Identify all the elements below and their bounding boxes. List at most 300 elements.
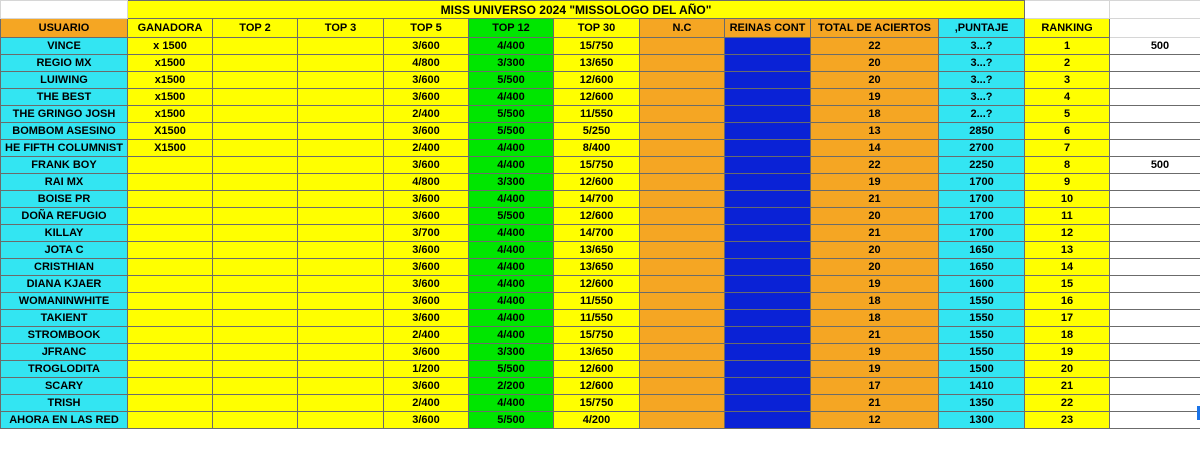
cell-top3[interactable] [298,123,384,140]
cell-ganadora[interactable] [128,310,213,327]
cell-top2[interactable] [213,123,298,140]
cell-top2[interactable] [213,174,298,191]
cell-top12[interactable]: 5/500 [469,106,554,123]
cell-extra[interactable] [1110,242,1200,259]
cell-reinas-cont[interactable] [725,208,811,225]
cell-top3[interactable] [298,361,384,378]
cell-reinas-cont[interactable] [725,72,811,89]
cell-ranking[interactable]: 2 [1025,55,1110,72]
cell-top12[interactable]: 5/500 [469,123,554,140]
cell-top2[interactable] [213,378,298,395]
cell-reinas-cont[interactable] [725,191,811,208]
cell-nc[interactable] [640,327,725,344]
cell-total-aciertos[interactable]: 21 [811,395,939,412]
cell-top30[interactable]: 14/700 [554,225,640,242]
cell-top5[interactable]: 3/600 [384,378,469,395]
cell-extra[interactable] [1110,344,1200,361]
cell-ganadora[interactable] [128,225,213,242]
cell-usuario[interactable]: HE FIFTH COLUMNIST [1,140,128,157]
cell-top3[interactable] [298,191,384,208]
cell-top30[interactable]: 11/550 [554,293,640,310]
cell-top3[interactable] [298,276,384,293]
cell-extra[interactable] [1110,174,1200,191]
cell-top30[interactable]: 14/700 [554,191,640,208]
cell-reinas-cont[interactable] [725,361,811,378]
cell-extra[interactable] [1110,327,1200,344]
cell-puntaje[interactable]: 1700 [939,191,1025,208]
cell-reinas-cont[interactable] [725,106,811,123]
cell-top3[interactable] [298,140,384,157]
cell-extra[interactable] [1110,55,1200,72]
cell-puntaje[interactable]: 3...? [939,55,1025,72]
cell-puntaje[interactable]: 1500 [939,361,1025,378]
cell-ranking[interactable]: 5 [1025,106,1110,123]
cell-total-aciertos[interactable]: 20 [811,55,939,72]
cell-usuario[interactable]: AHORA EN LAS RED [1,412,128,429]
cell-top30[interactable]: 12/600 [554,361,640,378]
header-top5[interactable]: TOP 5 [384,19,469,38]
cell-top5[interactable]: 3/600 [384,157,469,174]
cell-top5[interactable]: 3/600 [384,242,469,259]
cell-top5[interactable]: 3/600 [384,38,469,55]
cell-usuario[interactable]: TROGLODITA [1,361,128,378]
cell-top5[interactable]: 3/600 [384,259,469,276]
cell-top12[interactable]: 3/300 [469,55,554,72]
cell-top12[interactable]: 4/400 [469,89,554,106]
cell-reinas-cont[interactable] [725,174,811,191]
cell-total-aciertos[interactable]: 17 [811,378,939,395]
cell-ranking[interactable]: 7 [1025,140,1110,157]
cell-usuario[interactable]: THE BEST [1,89,128,106]
cell-top2[interactable] [213,157,298,174]
cell-top12[interactable]: 4/400 [469,327,554,344]
cell-top2[interactable] [213,276,298,293]
cell-top5[interactable]: 3/600 [384,412,469,429]
cell-ranking[interactable]: 15 [1025,276,1110,293]
cell-nc[interactable] [640,89,725,106]
cell-puntaje[interactable]: 1410 [939,378,1025,395]
cell-reinas-cont[interactable] [725,140,811,157]
cell-usuario[interactable]: VINCE [1,38,128,55]
cell-ganadora[interactable] [128,395,213,412]
cell-top3[interactable] [298,72,384,89]
cell-ranking[interactable]: 9 [1025,174,1110,191]
cell-nc[interactable] [640,412,725,429]
cell-extra[interactable] [1110,361,1200,378]
cell-top3[interactable] [298,327,384,344]
cell-nc[interactable] [640,208,725,225]
cell-top2[interactable] [213,242,298,259]
cell-total-aciertos[interactable]: 20 [811,208,939,225]
cell-usuario[interactable]: SCARY [1,378,128,395]
cell-ranking[interactable]: 4 [1025,89,1110,106]
cell-total-aciertos[interactable]: 20 [811,242,939,259]
cell-ganadora[interactable] [128,361,213,378]
header-nc[interactable]: N.C [640,19,725,38]
cell-top12[interactable]: 4/400 [469,157,554,174]
cell-nc[interactable] [640,378,725,395]
header-reinas-cont[interactable]: REINAS CONT [725,19,811,38]
cell-top5[interactable]: 3/600 [384,191,469,208]
cell-top12[interactable]: 3/300 [469,174,554,191]
cell-reinas-cont[interactable] [725,395,811,412]
cell-nc[interactable] [640,259,725,276]
cell-top3[interactable] [298,208,384,225]
cell-total-aciertos[interactable]: 13 [811,123,939,140]
cell-total-aciertos[interactable]: 21 [811,327,939,344]
cell-top30[interactable]: 15/750 [554,327,640,344]
cell-puntaje[interactable]: 1350 [939,395,1025,412]
cell-ranking[interactable]: 13 [1025,242,1110,259]
title-blank-cell[interactable] [1,1,128,19]
header-top30[interactable]: TOP 30 [554,19,640,38]
cell-ganadora[interactable] [128,276,213,293]
cell-total-aciertos[interactable]: 19 [811,276,939,293]
title-blank-cell[interactable] [1025,1,1110,19]
cell-extra[interactable] [1110,310,1200,327]
cell-top5[interactable]: 3/600 [384,89,469,106]
cell-top12[interactable]: 5/500 [469,72,554,89]
cell-reinas-cont[interactable] [725,259,811,276]
sheet-title[interactable]: MISS UNIVERSO 2024 "MISSOLOGO DEL AÑO" [128,1,1025,19]
cell-ganadora[interactable]: x1500 [128,72,213,89]
cell-top3[interactable] [298,412,384,429]
cell-ganadora[interactable]: x1500 [128,55,213,72]
cell-top3[interactable] [298,55,384,72]
cell-usuario[interactable]: KILLAY [1,225,128,242]
cell-puntaje[interactable]: 3...? [939,89,1025,106]
cell-top2[interactable] [213,72,298,89]
cell-ganadora[interactable]: x 1500 [128,38,213,55]
cell-nc[interactable] [640,225,725,242]
cell-top3[interactable] [298,38,384,55]
cell-top3[interactable] [298,395,384,412]
cell-top30[interactable]: 13/650 [554,242,640,259]
cell-usuario[interactable]: REGIO MX [1,55,128,72]
cell-puntaje[interactable]: 1550 [939,293,1025,310]
cell-top2[interactable] [213,395,298,412]
cell-top3[interactable] [298,174,384,191]
cell-top30[interactable]: 15/750 [554,38,640,55]
cell-ranking[interactable]: 21 [1025,378,1110,395]
cell-usuario[interactable]: CRISTHIAN [1,259,128,276]
cell-ranking[interactable]: 12 [1025,225,1110,242]
cell-top5[interactable]: 3/600 [384,293,469,310]
cell-extra[interactable]: 500 [1110,38,1200,55]
cell-reinas-cont[interactable] [725,378,811,395]
cell-total-aciertos[interactable]: 22 [811,157,939,174]
cell-top3[interactable] [298,225,384,242]
cell-reinas-cont[interactable] [725,293,811,310]
cell-top5[interactable]: 3/600 [384,344,469,361]
cell-top5[interactable]: 2/400 [384,140,469,157]
cell-reinas-cont[interactable] [725,89,811,106]
header-top3[interactable]: TOP 3 [298,19,384,38]
cell-top2[interactable] [213,327,298,344]
cell-ganadora[interactable] [128,378,213,395]
cell-ganadora[interactable]: x1500 [128,89,213,106]
cell-puntaje[interactable]: 2...? [939,106,1025,123]
header-top12[interactable]: TOP 12 [469,19,554,38]
cell-top30[interactable]: 8/400 [554,140,640,157]
cell-usuario[interactable]: RAI MX [1,174,128,191]
cell-top2[interactable] [213,38,298,55]
cell-top5[interactable]: 2/400 [384,327,469,344]
cell-top12[interactable]: 3/300 [469,344,554,361]
cell-total-aciertos[interactable]: 20 [811,72,939,89]
cell-reinas-cont[interactable] [725,276,811,293]
header-ganadora[interactable]: GANADORA [128,19,213,38]
cell-usuario[interactable]: THE GRINGO JOSH [1,106,128,123]
cell-top30[interactable]: 11/550 [554,310,640,327]
cell-usuario[interactable]: JFRANC [1,344,128,361]
cell-ganadora[interactable] [128,242,213,259]
cell-puntaje[interactable]: 3...? [939,38,1025,55]
cell-top12[interactable]: 4/400 [469,191,554,208]
cell-nc[interactable] [640,140,725,157]
cell-reinas-cont[interactable] [725,38,811,55]
cell-puntaje[interactable]: 1650 [939,242,1025,259]
cell-nc[interactable] [640,344,725,361]
cell-total-aciertos[interactable]: 19 [811,174,939,191]
cell-extra[interactable] [1110,123,1200,140]
cell-extra[interactable] [1110,395,1200,412]
cell-total-aciertos[interactable]: 18 [811,106,939,123]
cell-reinas-cont[interactable] [725,225,811,242]
cell-top5[interactable]: 4/800 [384,55,469,72]
cell-top30[interactable]: 12/600 [554,72,640,89]
cell-extra[interactable] [1110,378,1200,395]
cell-ganadora[interactable]: X1500 [128,123,213,140]
cell-top12[interactable]: 5/500 [469,361,554,378]
cell-ranking[interactable]: 19 [1025,344,1110,361]
cell-ranking[interactable]: 6 [1025,123,1110,140]
cell-ganadora[interactable] [128,157,213,174]
cell-top30[interactable]: 12/600 [554,276,640,293]
cell-total-aciertos[interactable]: 21 [811,191,939,208]
cell-reinas-cont[interactable] [725,123,811,140]
cell-reinas-cont[interactable] [725,412,811,429]
cell-nc[interactable] [640,293,725,310]
header-top2[interactable]: TOP 2 [213,19,298,38]
cell-top5[interactable]: 3/600 [384,208,469,225]
cell-extra[interactable] [1110,412,1200,429]
cell-top30[interactable]: 13/650 [554,344,640,361]
header-total-aciertos[interactable]: TOTAL DE ACIERTOS [811,19,939,38]
cell-ganadora[interactable] [128,259,213,276]
cell-top2[interactable] [213,140,298,157]
cell-total-aciertos[interactable]: 20 [811,259,939,276]
cell-puntaje[interactable]: 2250 [939,157,1025,174]
cell-nc[interactable] [640,242,725,259]
header-puntaje[interactable]: ,PUNTAJE [939,19,1025,38]
cell-top3[interactable] [298,242,384,259]
cell-total-aciertos[interactable]: 19 [811,89,939,106]
cell-usuario[interactable]: LUIWING [1,72,128,89]
cell-nc[interactable] [640,157,725,174]
cell-reinas-cont[interactable] [725,344,811,361]
cell-usuario[interactable]: TRISH [1,395,128,412]
cell-ganadora[interactable]: x1500 [128,106,213,123]
cell-ranking[interactable]: 22 [1025,395,1110,412]
cell-nc[interactable] [640,395,725,412]
cell-ganadora[interactable] [128,327,213,344]
cell-top30[interactable]: 12/600 [554,89,640,106]
cell-top2[interactable] [213,259,298,276]
cell-puntaje[interactable]: 2700 [939,140,1025,157]
cell-total-aciertos[interactable]: 22 [811,38,939,55]
cell-top2[interactable] [213,191,298,208]
cell-ganadora[interactable] [128,208,213,225]
cell-ranking[interactable]: 8 [1025,157,1110,174]
cell-usuario[interactable]: DOÑA REFUGIO [1,208,128,225]
cell-top30[interactable]: 11/550 [554,106,640,123]
cell-top5[interactable]: 3/600 [384,310,469,327]
cell-top2[interactable] [213,361,298,378]
cell-ganadora[interactable] [128,344,213,361]
cell-top3[interactable] [298,259,384,276]
cell-top2[interactable] [213,310,298,327]
cell-top2[interactable] [213,225,298,242]
cell-usuario[interactable]: BOISE PR [1,191,128,208]
cell-reinas-cont[interactable] [725,55,811,72]
cell-top30[interactable]: 13/650 [554,55,640,72]
cell-extra[interactable] [1110,140,1200,157]
cell-total-aciertos[interactable]: 18 [811,293,939,310]
cell-puntaje[interactable]: 1600 [939,276,1025,293]
cell-top5[interactable]: 3/700 [384,225,469,242]
cell-top30[interactable]: 12/600 [554,378,640,395]
cell-nc[interactable] [640,38,725,55]
cell-top12[interactable]: 5/500 [469,412,554,429]
cell-usuario[interactable]: DIANA KJAER [1,276,128,293]
cell-top12[interactable]: 4/400 [469,293,554,310]
cell-usuario[interactable]: JOTA C [1,242,128,259]
cell-puntaje[interactable]: 1550 [939,344,1025,361]
cell-ranking[interactable]: 20 [1025,361,1110,378]
cell-nc[interactable] [640,123,725,140]
cell-nc[interactable] [640,361,725,378]
cell-usuario[interactable]: FRANK BOY [1,157,128,174]
cell-top12[interactable]: 4/400 [469,140,554,157]
title-blank-cell[interactable] [1110,1,1200,19]
cell-top5[interactable]: 3/600 [384,123,469,140]
cell-top2[interactable] [213,106,298,123]
cell-top30[interactable]: 12/600 [554,208,640,225]
cell-reinas-cont[interactable] [725,310,811,327]
cell-puntaje[interactable]: 1650 [939,259,1025,276]
cell-extra[interactable] [1110,89,1200,106]
cell-nc[interactable] [640,55,725,72]
cell-reinas-cont[interactable] [725,157,811,174]
cell-puntaje[interactable]: 3...? [939,72,1025,89]
cell-extra[interactable] [1110,72,1200,89]
cell-ranking[interactable]: 18 [1025,327,1110,344]
cell-top2[interactable] [213,89,298,106]
cell-top30[interactable]: 5/250 [554,123,640,140]
cell-top2[interactable] [213,293,298,310]
cell-total-aciertos[interactable]: 14 [811,140,939,157]
cell-top12[interactable]: 4/400 [469,259,554,276]
cell-extra[interactable] [1110,106,1200,123]
cell-ranking[interactable]: 1 [1025,38,1110,55]
cell-top30[interactable]: 4/200 [554,412,640,429]
cell-puntaje[interactable]: 1700 [939,208,1025,225]
cell-extra[interactable] [1110,293,1200,310]
cell-total-aciertos[interactable]: 12 [811,412,939,429]
cell-nc[interactable] [640,174,725,191]
cell-top3[interactable] [298,106,384,123]
cell-ranking[interactable]: 17 [1025,310,1110,327]
cell-puntaje[interactable]: 1700 [939,174,1025,191]
cell-nc[interactable] [640,310,725,327]
cell-top12[interactable]: 4/400 [469,242,554,259]
cell-puntaje[interactable]: 1550 [939,327,1025,344]
cell-ranking[interactable]: 14 [1025,259,1110,276]
cell-top5[interactable]: 2/400 [384,106,469,123]
cell-total-aciertos[interactable]: 18 [811,310,939,327]
cell-nc[interactable] [640,106,725,123]
cell-top30[interactable]: 13/650 [554,259,640,276]
cell-top3[interactable] [298,310,384,327]
cell-top3[interactable] [298,344,384,361]
cell-top2[interactable] [213,208,298,225]
cell-ranking[interactable]: 23 [1025,412,1110,429]
cell-usuario[interactable]: STROMBOOK [1,327,128,344]
cell-ganadora[interactable] [128,412,213,429]
cell-top3[interactable] [298,378,384,395]
cell-top12[interactable]: 4/400 [469,225,554,242]
cell-ranking[interactable]: 11 [1025,208,1110,225]
cell-total-aciertos[interactable]: 19 [811,361,939,378]
cell-top3[interactable] [298,89,384,106]
cell-puntaje[interactable]: 2850 [939,123,1025,140]
cell-top12[interactable]: 2/200 [469,378,554,395]
cell-top5[interactable]: 1/200 [384,361,469,378]
cell-top5[interactable]: 3/600 [384,72,469,89]
cell-top12[interactable]: 4/400 [469,310,554,327]
cell-nc[interactable] [640,72,725,89]
cell-usuario[interactable]: TAKIENT [1,310,128,327]
cell-ganadora[interactable] [128,191,213,208]
cell-top12[interactable]: 4/400 [469,395,554,412]
cell-top2[interactable] [213,412,298,429]
cell-total-aciertos[interactable]: 19 [811,344,939,361]
cell-top30[interactable]: 15/750 [554,157,640,174]
cell-top2[interactable] [213,344,298,361]
cell-top12[interactable]: 4/400 [469,276,554,293]
header-usuario[interactable]: USUARIO [1,19,128,38]
cell-top30[interactable]: 12/600 [554,174,640,191]
cell-top3[interactable] [298,157,384,174]
cell-puntaje[interactable]: 1700 [939,225,1025,242]
header-ranking[interactable]: RANKING [1025,19,1110,38]
cell-top12[interactable]: 5/500 [469,208,554,225]
cell-ranking[interactable]: 10 [1025,191,1110,208]
cell-top30[interactable]: 15/750 [554,395,640,412]
cell-puntaje[interactable]: 1300 [939,412,1025,429]
cell-reinas-cont[interactable] [725,242,811,259]
header-extra[interactable] [1110,19,1200,38]
cell-extra[interactable] [1110,208,1200,225]
cell-ganadora[interactable] [128,293,213,310]
cell-top5[interactable]: 4/800 [384,174,469,191]
cell-ranking[interactable]: 3 [1025,72,1110,89]
cell-reinas-cont[interactable] [725,327,811,344]
cell-total-aciertos[interactable]: 21 [811,225,939,242]
cell-puntaje[interactable]: 1550 [939,310,1025,327]
cell-extra[interactable] [1110,259,1200,276]
